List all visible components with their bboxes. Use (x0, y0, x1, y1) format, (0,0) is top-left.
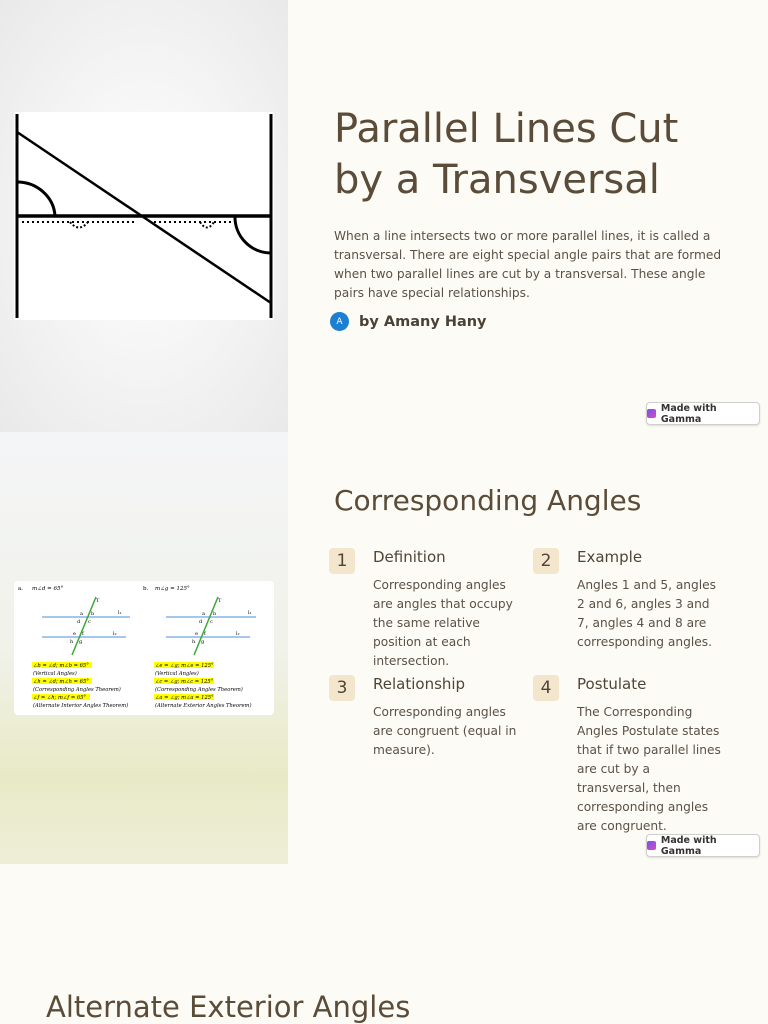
fig-a-l1: l₁ (118, 610, 122, 616)
page-title (334, 104, 744, 206)
fig-a-label-c: c (88, 619, 91, 625)
angle-worksheet-image (14, 581, 274, 715)
fig-a-label-b: b (91, 611, 95, 617)
gamma-logo-icon (647, 409, 656, 418)
fig-b-label-a: a (202, 611, 205, 617)
fig-a-label-g: g (79, 639, 83, 645)
fig-a-line-4: (Corresponding Angles Theorem) (33, 687, 121, 693)
fig-b-line-4: (Corresponding Angles Theorem) (155, 687, 243, 693)
gamma-badge-label: Made with Gamma (660, 402, 717, 425)
fig-b-label-b: b (213, 611, 217, 617)
fig-a-line-3: ∠h = ∠d; m∠h = 65° (33, 679, 89, 685)
card-text: Corresponding angles are congruent (equal in measure). (373, 705, 517, 757)
card-title: Definition (373, 548, 446, 566)
fig-b-line-3: ∠c = ∠g; m∠c = 125° (155, 679, 214, 685)
slide-corresponding-angles (0, 432, 768, 864)
fig-b-t-label: T (218, 598, 222, 604)
slide-parallel-lines (0, 0, 768, 432)
card-number: 2 (533, 548, 559, 574)
fig-a-label-a: a (80, 611, 83, 617)
fig-b-l2: l₂ (236, 631, 240, 637)
card-text: The Corresponding Angles Postulate states that if two parallel lines are cut by a transversal, then corresponding angles are congruent. (577, 705, 721, 833)
card-text: Corresponding angles are angles that occupy the same relative position at each intersection. (373, 578, 513, 668)
slide1-image-panel (0, 0, 288, 432)
fig-a-label-h: h (70, 639, 74, 645)
gamma-badge-label: Made with Gamma (660, 834, 717, 857)
fig-b-line-5: ∠a = ∠g; m∠a = 125° (155, 695, 214, 701)
fig-b-label-c: c (210, 619, 213, 625)
card-number: 3 (329, 675, 355, 701)
section-title-alternate-exterior: Alternate Exterior Angles (46, 990, 411, 1024)
fig-b-line-6: (Alternate Exterior Angles Theorem) (155, 703, 252, 709)
fig-b-label-h: h (192, 639, 196, 645)
fig-a-label-e: e (73, 631, 76, 637)
fig-a-line-2: (Vertical Angles) (33, 671, 77, 677)
transversal-diagram (14, 112, 274, 320)
author-byline[interactable] (330, 312, 487, 331)
section-title-corresponding-angles: Corresponding Angles (334, 484, 642, 517)
fig-a-label-f: f (82, 631, 84, 637)
intro-description: When a line intersects two or more parallel lines, it is called a transversal. There are eight special angle pairs that are formed when two parallel lines are cut by a transversal. These angle pairs have special relationships. (334, 229, 722, 300)
fig-a-label-d: d (77, 619, 81, 625)
fig-b-label-e: e (195, 631, 198, 637)
fig-a-line-1: ∠b = ∠d; m∠b = 65° (33, 663, 89, 669)
fig-b-label-d: d (199, 619, 203, 625)
worksheet-figure-b (143, 586, 256, 709)
card-title: Example (577, 548, 643, 566)
fig-a-line-5: ∠f = ∠h; m∠f = 65° (33, 695, 87, 701)
slide2-image-panel (0, 432, 288, 864)
fig-b-given: m∠g = 125° (155, 586, 190, 592)
author-name[interactable]: by Amany Hany (359, 313, 487, 330)
fig-b-line-2: (Vertical Angles) (155, 671, 199, 677)
fig-b-line-1: ∠e = ∠g; m∠e = 125° (155, 663, 214, 669)
fig-a-t-label: T (96, 598, 100, 604)
fig-a-given: m∠d = 65° (32, 586, 64, 592)
fig-a-line-6: (Alternate Interior Angles Theorem) (33, 703, 129, 709)
gamma-logo-icon (647, 841, 656, 850)
card-title: Postulate (577, 675, 647, 693)
card-number: 4 (533, 675, 559, 701)
fig-b-l1: l₁ (248, 610, 252, 616)
avatar[interactable]: A (330, 312, 349, 331)
slide-alternate-exterior-angles (0, 864, 768, 1024)
worksheet-figure-a (18, 586, 130, 709)
fig-b-label-g: g (201, 639, 205, 645)
fig-a-l2: l₂ (113, 631, 117, 637)
made-with-gamma-badge[interactable] (646, 834, 760, 857)
card-title: Relationship (373, 675, 466, 693)
card-number: 1 (329, 548, 355, 574)
title-line-1: Parallel Lines Cut (334, 106, 679, 152)
fig-a-tag: a. (18, 586, 24, 592)
fig-b-tag: b. (143, 586, 149, 592)
fig-b-label-f: f (204, 631, 206, 637)
card-text: Angles 1 and 5, angles 2 and 6, angles 3 and 7, angles 4 and 8 are corresponding angles. (577, 578, 717, 649)
title-line-2: by a Transversal (334, 157, 660, 203)
made-with-gamma-badge[interactable] (646, 402, 760, 425)
